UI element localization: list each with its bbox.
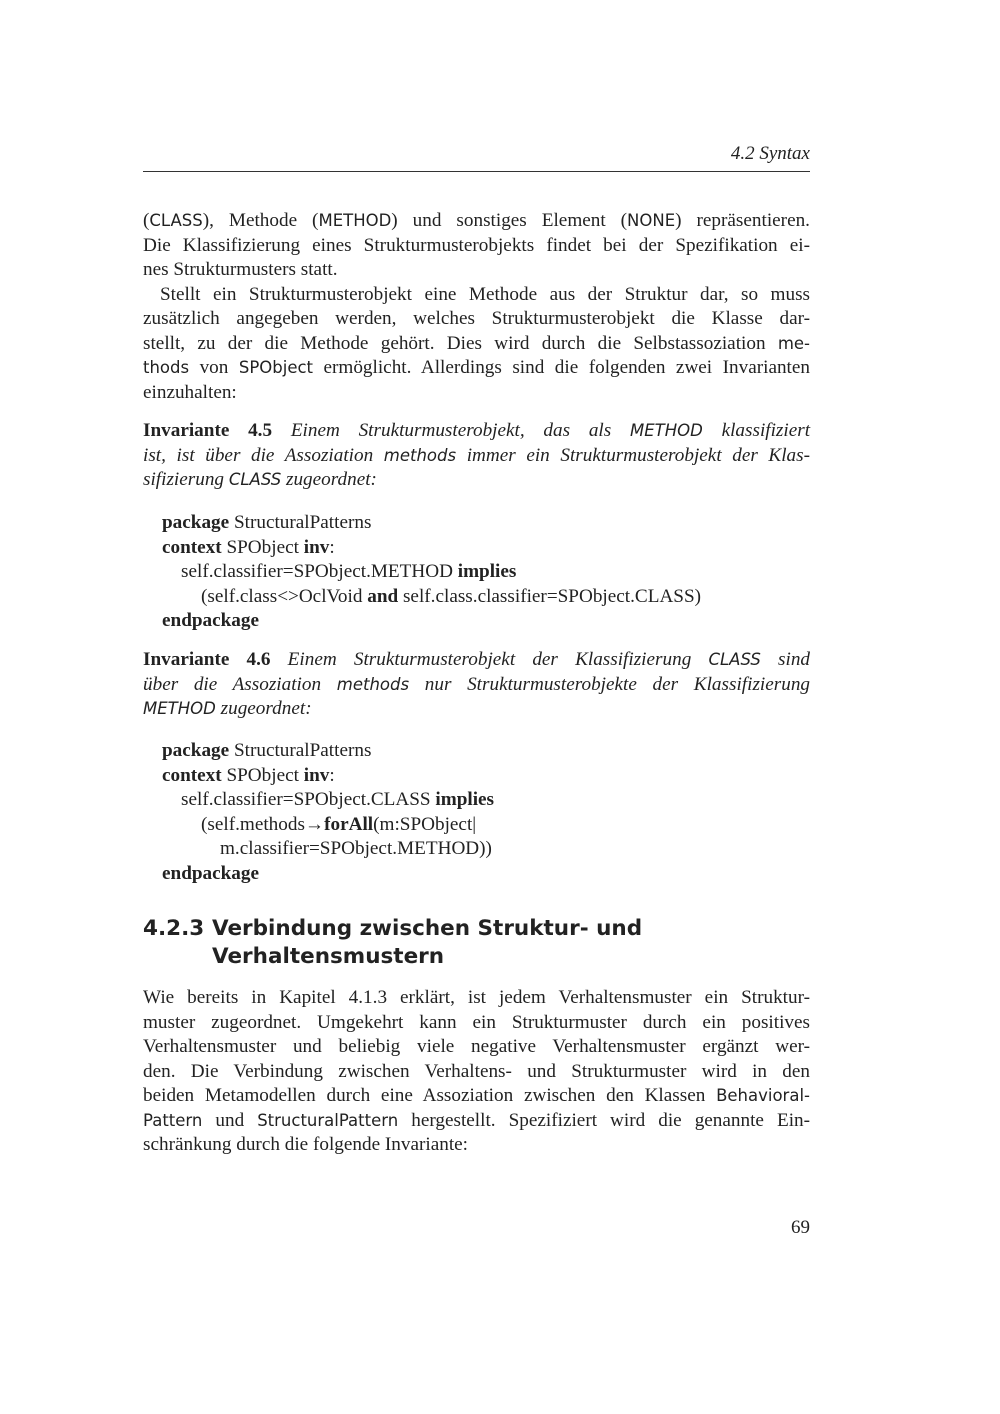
paragraph-line: Pattern und StructuralPattern hergestellt. Spezifiziert wird die genannte Ein-: [143, 1109, 811, 1131]
ocl-code-block-1: [162, 511, 701, 634]
section-heading: [143, 915, 642, 971]
invariant-line: sifizierung CLASS zugeordnet:: [143, 469, 377, 490]
paragraph-line: Wie bereits in Kapitel 4.1.3 erklärt, ist jedem Verhaltensmuster ein Struktur-: [143, 987, 810, 1008]
paragraph-line: einzuhalten:: [143, 381, 237, 403]
invariant-label: Invariante 4.5: [143, 420, 273, 441]
invariant-line: über die Assoziation methods nur Strukturmusterobjekte der Klassifizierung: [143, 673, 811, 695]
paragraph-line: Verhaltensmuster und beliebig viele negative Verhaltensmuster ergänzt wer-: [143, 1036, 810, 1057]
code-line: endpackage: [162, 610, 260, 631]
paragraph-line: (CLASS), Methode (METHOD) und sonstiges Element (NONE) repräsentieren.: [143, 210, 810, 231]
code-line: package StructuralPatterns: [162, 740, 372, 761]
paragraph-line: zusätzlich angegeben werden, welches Strukturmusterobjekt die Klasse dar-: [143, 308, 810, 329]
code-line: endpackage: [162, 862, 260, 884]
paragraph-line: nes Strukturmusters statt.: [143, 259, 338, 280]
invariant-4-6: [143, 648, 810, 722]
paragraph-line: den. Die Verbindung zwischen Verhaltens- und Strukturmuster wird in den: [143, 1060, 810, 1082]
page-number: 69: [791, 1217, 810, 1238]
invariant-line: METHOD zugeordnet:: [143, 698, 312, 719]
invariant-4-5: [143, 419, 810, 493]
paragraph-line: thods von SPObject ermöglicht. Allerdings sind die folgenden zwei Invarianten: [143, 357, 810, 378]
running-title: 4.2 Syntax: [730, 143, 810, 164]
section-title-line-1: Verbindung zwischen Struktur- und: [212, 916, 643, 941]
invariant-line: ist, ist über die Assoziation methods immer ein Strukturmusterobjekt der Klas-: [143, 444, 810, 466]
paragraph-classification: [143, 209, 810, 283]
ocl-code-block-2: [162, 739, 494, 886]
running-header: [143, 143, 810, 172]
section-title-line-2: Verhaltensmustern: [212, 944, 445, 969]
invariant-line: Invariante 4.6 Einem Strukturmusterobjekt der Klassifizierung CLASS sind: [143, 649, 811, 670]
paragraph-line: muster zugeordnet. Umgekehrt kann ein Strukturmuster durch ein positives: [143, 1011, 810, 1033]
code-line: context SPObject inv:: [162, 764, 335, 786]
paragraph-line: stellt, zu der die Methode gehört. Dies wird durch die Selbstassoziation me-: [143, 332, 811, 354]
invariant-line: Invariante 4.5 Einem Strukturmusterobjekt, das als METHOD klassifiziert: [143, 420, 811, 441]
code-line: (self.class<>OclVoid and self.class.classifier=SPObject.CLASS): [201, 585, 702, 607]
paragraph-line: beiden Metamodellen durch eine Assoziation zwischen den Klassen Behavioral-: [143, 1085, 810, 1106]
section-number: 4.2.3: [143, 916, 205, 941]
code-line: m.classifier=SPObject.METHOD)): [220, 838, 492, 859]
code-line: self.classifier=SPObject.METHOD implies: [181, 561, 517, 582]
code-line: context SPObject inv:: [162, 536, 335, 558]
paragraph-line: Die Klassifizierung eines Strukturmusterobjekts findet bei der Spezifikation ei-: [143, 234, 810, 256]
paragraph-method-association: [143, 283, 810, 406]
code-line: (self.methods→forAll(m:SPObject|: [201, 813, 477, 835]
paragraph-connection: [143, 986, 810, 1158]
code-line: package StructuralPatterns: [162, 512, 372, 533]
paragraph-line: Stellt ein Strukturmusterobjekt eine Methode aus der Struktur dar, so muss: [160, 283, 810, 305]
code-line: self.classifier=SPObject.CLASS implies: [181, 789, 495, 810]
paragraph-line: schränkung durch die folgende Invariante:: [143, 1134, 468, 1155]
invariant-label: Invariante 4.6: [143, 649, 271, 670]
